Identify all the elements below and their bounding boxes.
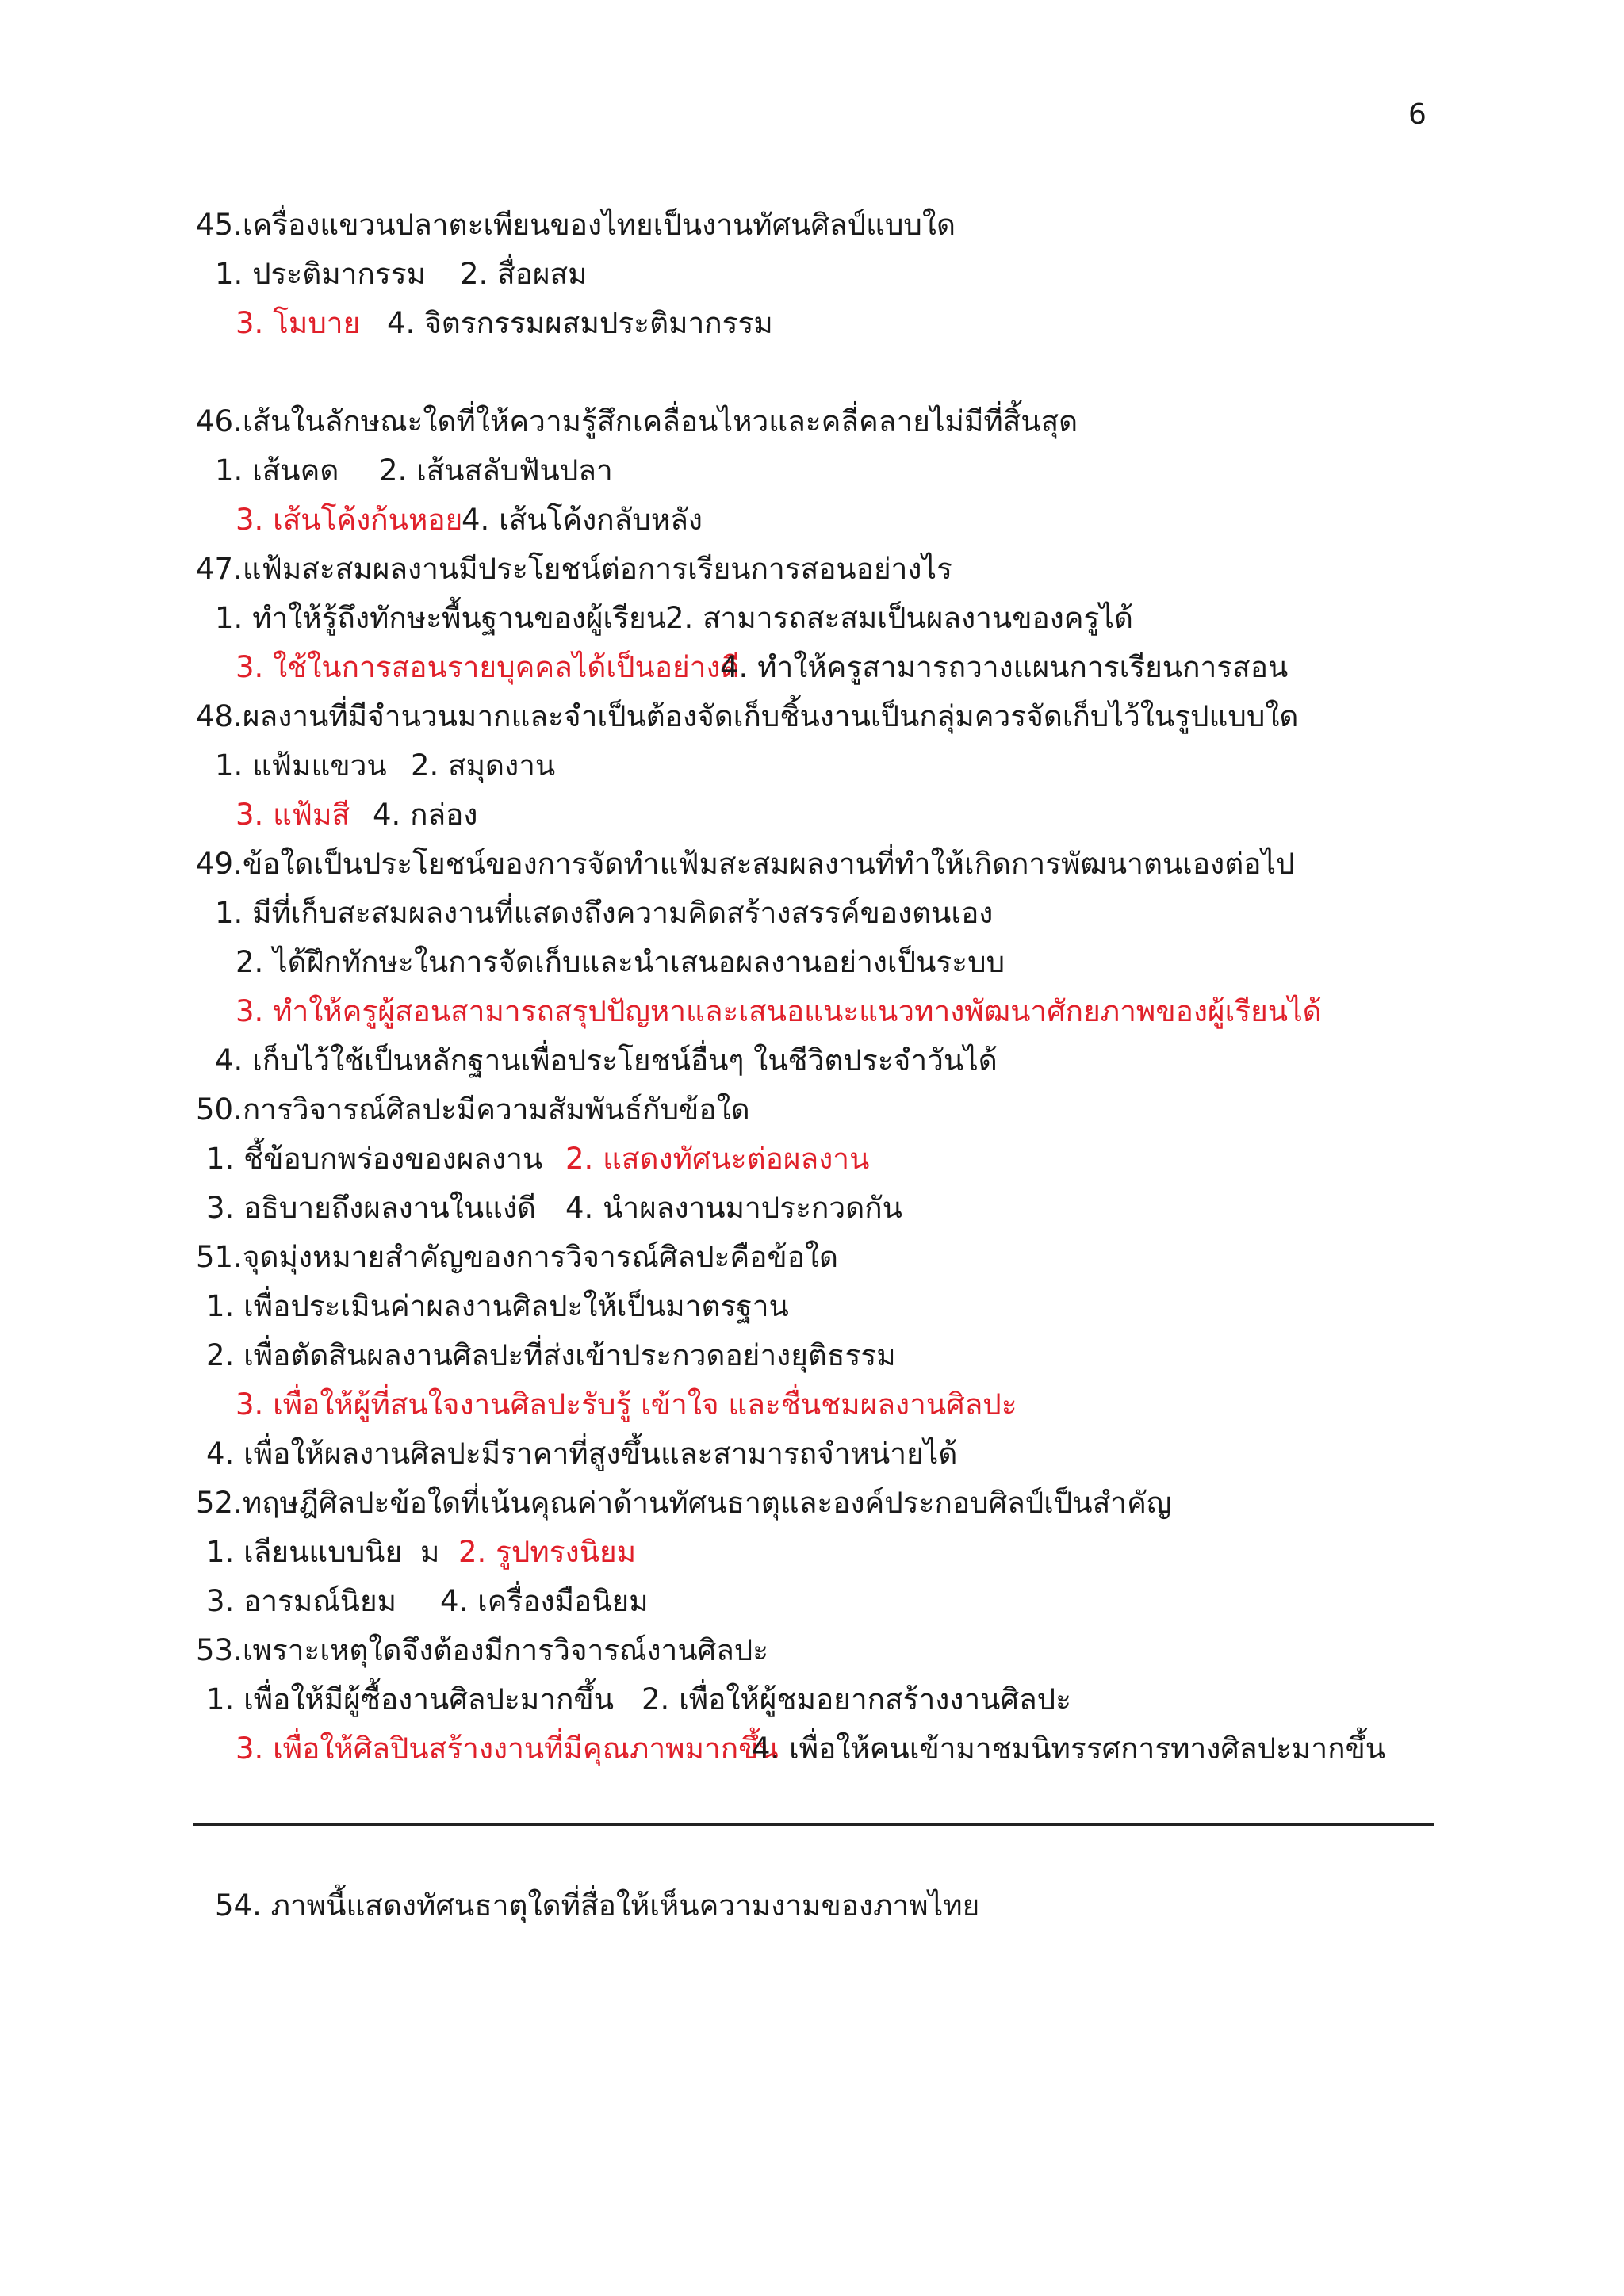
q51-answer-choice-3: 3. เพื่อให้ผู้ที่สนใจงานศิลปะรับรู้ เข้าใจ และชื่นชมผลงานศิลปะ [236, 1387, 1017, 1422]
q49-answer-choice-3: 3. ทำให้ครูผู้สอนสามารถสรุปปัญหาและเสนอแนะแนวทางพัฒนาศักยภาพของผู้เรียนได้ [236, 994, 1322, 1028]
q48-choice-1: 1. แฟ้มแขวน [215, 748, 387, 783]
q45-choice-2: 2. สื่อผสม [460, 257, 588, 291]
question-52: 52.ทฤษฎีศิลปะข้อใดที่เน้นคุณค่าด้านทัศนธาตุและองค์ประกอบศิลป์เป็นสำคัญ [196, 1486, 1172, 1520]
question-49: 49.ข้อใดเป็นประโยชน์ของการจัดทำแฟ้มสะสมผลงานที่ทำให้เกิดการพัฒนาตนเองต่อไป [196, 847, 1295, 881]
q48-choice-2: 2. สมุดงาน [411, 748, 556, 783]
q48-choice-4: 4. กล่อง [373, 798, 478, 832]
q47-choice-4: 4. ทำให้ครูสามารถวางแผนการเรียนการสอน [720, 650, 1289, 684]
q52-choice-1: 1. เลียนแบบนิย [206, 1535, 403, 1569]
q46-choice-1: 1. เส้นคด [215, 453, 339, 488]
question-54: 54. ภาพนี้แสดงทัศนธาตุใดที่สื่อให้เห็นความงามของภาพไทย [215, 1888, 980, 1923]
q48-answer-choice-3: 3. แฟ้มสี [236, 798, 350, 832]
q50-choice-1: 1. ชี้ข้อบกพร่องของผลงาน [206, 1142, 543, 1176]
q47-answer-choice-3: 3. ใช้ในการสอนรายบุคคลได้เป็นอย่างดี [236, 650, 740, 684]
q50-answer-choice-2: 2. แสดงทัศนะต่อผลงาน [565, 1142, 870, 1176]
q53-answer-choice-3: 3. เพื่อให้ศิลปินสร้างงานที่มีคุณภาพมากขึ้น [236, 1732, 779, 1766]
q52-choice-4: 4. เครื่องมือนิยม [440, 1584, 649, 1618]
question-46: 46.เส้นในลักษณะใดที่ให้ความรู้สึกเคลื่อนไหวและคลี่คลายไม่มีที่สิ้นสุด [196, 404, 1078, 438]
q45-choice-1: 1. ประติมากรรม [215, 257, 427, 291]
q50-choice-4: 4. นำผลงานมาประกวดกัน [565, 1191, 902, 1225]
q47-choice-2: 2. สามารถสะสมเป็นผลงานของครูได้ [665, 601, 1134, 635]
page-number: 6 [1408, 98, 1427, 131]
question-50: 50.การวิจารณ์ศิลปะมีความสัมพันธ์กับข้อใด [196, 1093, 750, 1127]
q45-answer-choice-3: 3. โมบาย [236, 306, 361, 340]
question-51: 51.จุดมุ่งหมายสำคัญของการวิจารณ์ศิลปะคือข้อใด [196, 1240, 839, 1274]
q50-choice-3: 3. อธิบายถึงผลงานในแง่ดี [206, 1191, 537, 1225]
q49-choice-1: 1. มีที่เก็บสะสมผลงานที่แสดงถึงความคิดสร้างสรรค์ของตนเอง [215, 896, 994, 930]
q53-choice-4: 4. เพื่อให้คนเข้ามาชมนิทรรศการทางศิลปะมากขึ้น [752, 1732, 1386, 1766]
q52-choice-1-tail: ม [420, 1535, 440, 1569]
horizontal-divider [193, 1823, 1434, 1826]
q49-choice-2: 2. ได้ฝึกทักษะในการจัดเก็บและนำเสนอผลงานอย่างเป็นระบบ [236, 945, 1005, 979]
question-47: 47.แฟ้มสะสมผลงานมีประโยชน์ต่อการเรียนการสอนอย่างไร [196, 552, 952, 586]
q49-choice-4: 4. เก็บไว้ใช้เป็นหลักฐานเพื่อประโยชน์อื่นๆ ในชีวิตประจำวันได้ [215, 1043, 998, 1077]
q52-choice-3: 3. อารมณ์นิยม [206, 1584, 397, 1618]
question-48: 48.ผลงานที่มีจำนวนมากและจำเป็นต้องจัดเก็บชิ้นงานเป็นกลุ่มควรจัดเก็บไว้ในรูปแบบใด [196, 699, 1299, 733]
question-53: 53.เพราะเหตุใดจึงต้องมีการวิจารณ์งานศิลปะ [196, 1633, 769, 1667]
q51-choice-4: 4. เพื่อให้ผลงานศิลปะมีราคาที่สูงขึ้นและสามารถจำหน่ายได้ [206, 1437, 958, 1471]
q45-choice-4: 4. จิตรกรรมผสมประติมากรรม [387, 306, 773, 340]
q53-choice-2: 2. เพื่อให้ผู้ชมอยากสร้างงานศิลปะ [642, 1682, 1071, 1716]
q51-choice-1: 1. เพื่อประเมินค่าผลงานศิลปะให้เป็นมาตรฐาน [206, 1289, 789, 1323]
q47-choice-1: 1. ทำให้รู้ถึงทักษะพื้นฐานของผู้เรียน [215, 601, 667, 635]
q53-choice-1: 1. เพื่อให้มีผู้ซื้องานศิลปะมากขึ้น [206, 1682, 614, 1716]
q51-choice-2: 2. เพื่อตัดสินผลงานศิลปะที่ส่งเข้าประกวดอย่างยุติธรรม [206, 1338, 896, 1372]
q46-choice-4: 4. เส้นโค้งกลับหลัง [462, 503, 703, 537]
q52-answer-choice-2: 2. รูปทรงนิยม [458, 1535, 637, 1569]
question-45: 45.เครื่องแขวนปลาตะเพียนของไทยเป็นงานทัศนศิลป์แบบใด [196, 208, 956, 242]
q46-choice-2: 2. เส้นสลับฟันปลา [379, 453, 613, 488]
q46-answer-choice-3: 3. เส้นโค้งก้นหอย [236, 503, 463, 537]
